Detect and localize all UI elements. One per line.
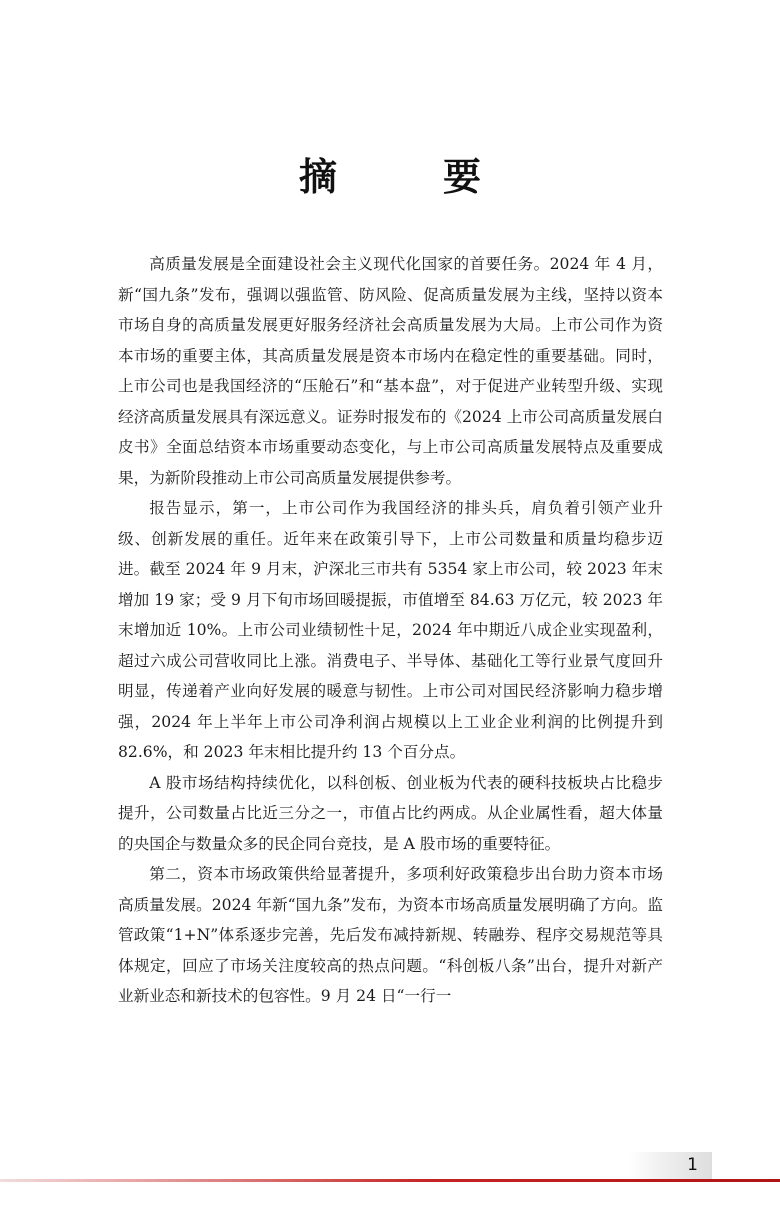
abstract-body	[118, 249, 663, 1012]
paragraph: A 股市场结构持续优化，以科创板、创业板为代表的硬科技板块占比稳步提升，公司数量占比近三分之一，市值占比约两成。从企业属性看，超大体量的央国企与数量众多的民企同台竞技，是 A 股市场的重要特征。	[118, 773, 663, 853]
footer-rule	[0, 1179, 780, 1182]
paragraph: 第二，资本市场政策供给显著提升，多项利好政策稳步出台助力资本市场高质量发展。2024 年新“国九条”发布，为资本市场高质量发展明确了方向。监管政策“1+N”体系逐步完善，先后发布减持新规、转融券、程序交易规范等具体规定，回应了市场关注度较高的热点问题。“科创板八条”出台，提升对新产业新业态和新技术的包容性。9 月 24 日“一行一	[118, 865, 663, 1005]
page-title: 摘 要	[298, 155, 515, 199]
page-number-box	[628, 1152, 712, 1179]
page-number: 1	[687, 1155, 698, 1175]
paragraph: 高质量发展是全面建设社会主义现代化国家的首要任务。2024 年 4 月，新“国九条”发布，强调以强监管、防风险、促高质量发展为主线，坚持以资本市场自身的高质量发展更好服务经济社会高质量发展为大局。上市公司作为资本市场的重要主体，其高质量发展是资本市场内在稳定性的重要基础。同时，上市公司也是我国经济的“压舱石”和“基本盘”，对于促进产业转型升级、实现经济高质量发展具有深远意义。证券时报发布的《2024 上市公司高质量发展白皮书》全面总结资本市场重要动态变化，与上市公司高质量发展特点及重要成果，为新阶段推动上市公司高质量发展提供参考。	[118, 255, 663, 487]
paragraph: 报告显示，第一，上市公司作为我国经济的排头兵，肩负着引领产业升级、创新发展的重任。近年来在政策引导下，上市公司数量和质量均稳步迈进。截至 2024 年 9 月末，沪深北三市共有 5354 家上市公司，较 2023 年末增加 19 家；受 9 月下旬市场回暖提振，市值增至 84.63 万亿元，较 2023 年末增加近 10%。上市公司业绩韧性十足，2024 年中期近八成企业实现盈利，超过六成公司营收同比上涨。消费电子、半导体、基础化工等行业景气度回升明显，传递着产业向好发展的暖意与韧性。上市公司对国民经济影响力稳步增强，2024 年上半年上市公司净利润占规模以上工业企业利润的比例提升到 82.6%，和 2023 年末相比提升约 13 个百分点。	[118, 499, 663, 761]
